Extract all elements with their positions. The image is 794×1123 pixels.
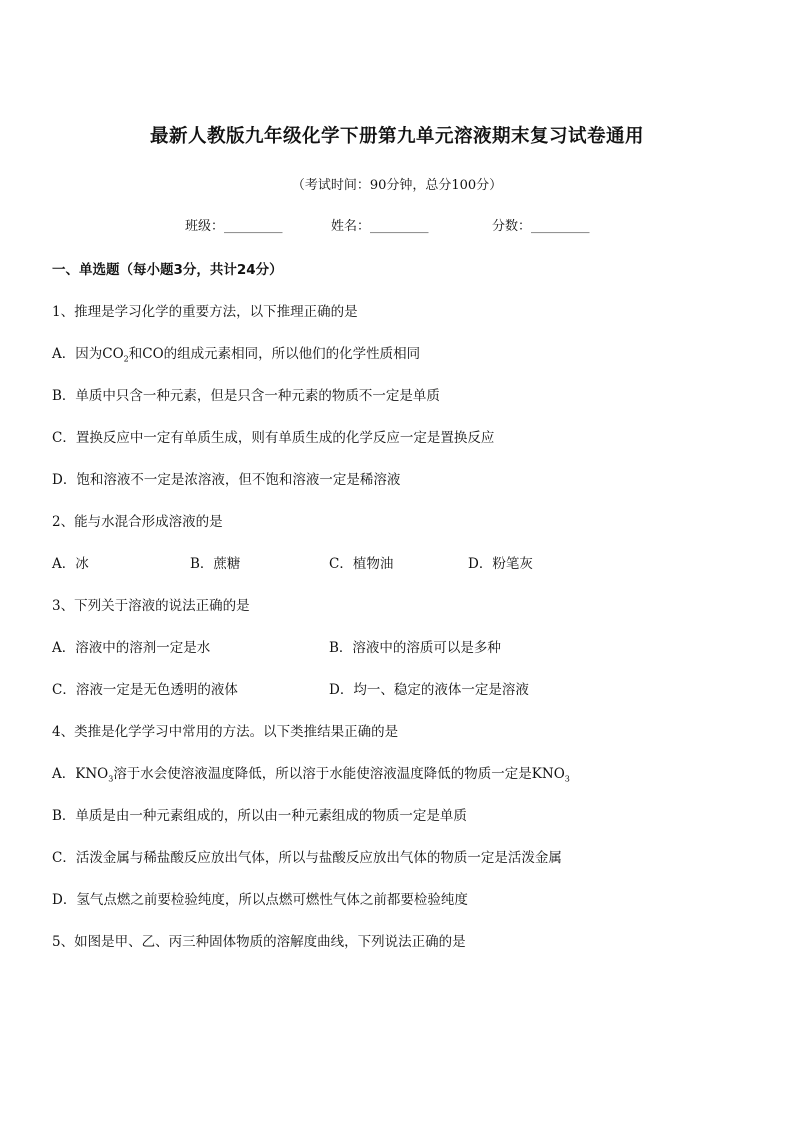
question-5-stem: 5、如图是甲、乙、丙三种固体物质的溶解度曲线，下列说法正确的是 — [52, 934, 466, 950]
class-field: 班级：_________ — [185, 219, 283, 234]
section-heading: 一、单选题（每小题3分，共计24分） — [52, 262, 283, 278]
question-4-option-a — [52, 762, 570, 782]
question-3-option-c: C．溶液一定是无色透明的液体 — [52, 682, 238, 698]
question-2-option-c: C．植物油 — [329, 556, 394, 572]
question-2-option-b: B．蔗糖 — [190, 556, 241, 572]
question-3-option-a: A．溶液中的溶剂一定是水 — [52, 640, 211, 656]
subscript: 3 — [108, 774, 114, 784]
question-3-option-b: B．溶液中的溶质可以是多种 — [329, 640, 501, 656]
question-3-option-d: D．均一、稳定的液体一定是溶液 — [329, 682, 529, 698]
score-field: 分数：_________ — [492, 219, 590, 234]
question-3-stem: 3、下列关于溶液的说法正确的是 — [52, 598, 250, 614]
question-1-option-c: C．置换反应中一定有单质生成，则有单质生成的化学反应一定是置换反应 — [52, 430, 495, 446]
question-4-stem: 4、类推是化学学习中常用的方法。以下类推结果正确的是 — [52, 724, 399, 740]
exam-subtitle: （考试时间：90分钟，总分100分） — [291, 178, 503, 193]
subscript: 2 — [123, 354, 129, 364]
exam-title: 最新人教版九年级化学下册第九单元溶液期末复习试卷通用 — [149, 126, 644, 147]
question-1-option-d: D．饱和溶液不一定是浓溶液，但不饱和溶液一定是稀溶液 — [52, 472, 401, 488]
option-text: 和CO的组成元素相同，所以他们的化学性质相同 — [128, 346, 421, 362]
question-1-option-a — [52, 342, 420, 362]
question-4-option-b: B．单质是由一种元素组成的，所以由一种元素组成的物质一定是单质 — [52, 808, 467, 824]
name-field: 姓名：_________ — [331, 219, 429, 234]
subscript: 3 — [564, 774, 570, 784]
question-1-option-b: B．单质中只含一种元素，但是只含一种元素的物质不一定是单质 — [52, 388, 440, 404]
question-1-stem: 1、推理是学习化学的重要方法，以下推理正确的是 — [52, 304, 358, 320]
option-text: A．因为CO — [52, 346, 124, 362]
question-2-stem: 2、能与水混合形成溶液的是 — [52, 514, 223, 530]
option-text: 溶于水会使溶液温度降低，所以溶于水能使溶液温度降低的物质一定是KNO — [113, 766, 565, 782]
student-info-row — [0, 215, 794, 235]
option-text: A．KNO — [52, 766, 109, 782]
question-2-option-d: D．粉笔灰 — [468, 556, 533, 572]
question-2-option-a: A．冰 — [52, 556, 89, 572]
question-4-option-d: D．氢气点燃之前要检验纯度，所以点燃可燃性气体之前都要检验纯度 — [52, 892, 468, 908]
question-4-option-c: C．活泼金属与稀盐酸反应放出气体，所以与盐酸反应放出气体的物质一定是活泼金属 — [52, 850, 562, 866]
